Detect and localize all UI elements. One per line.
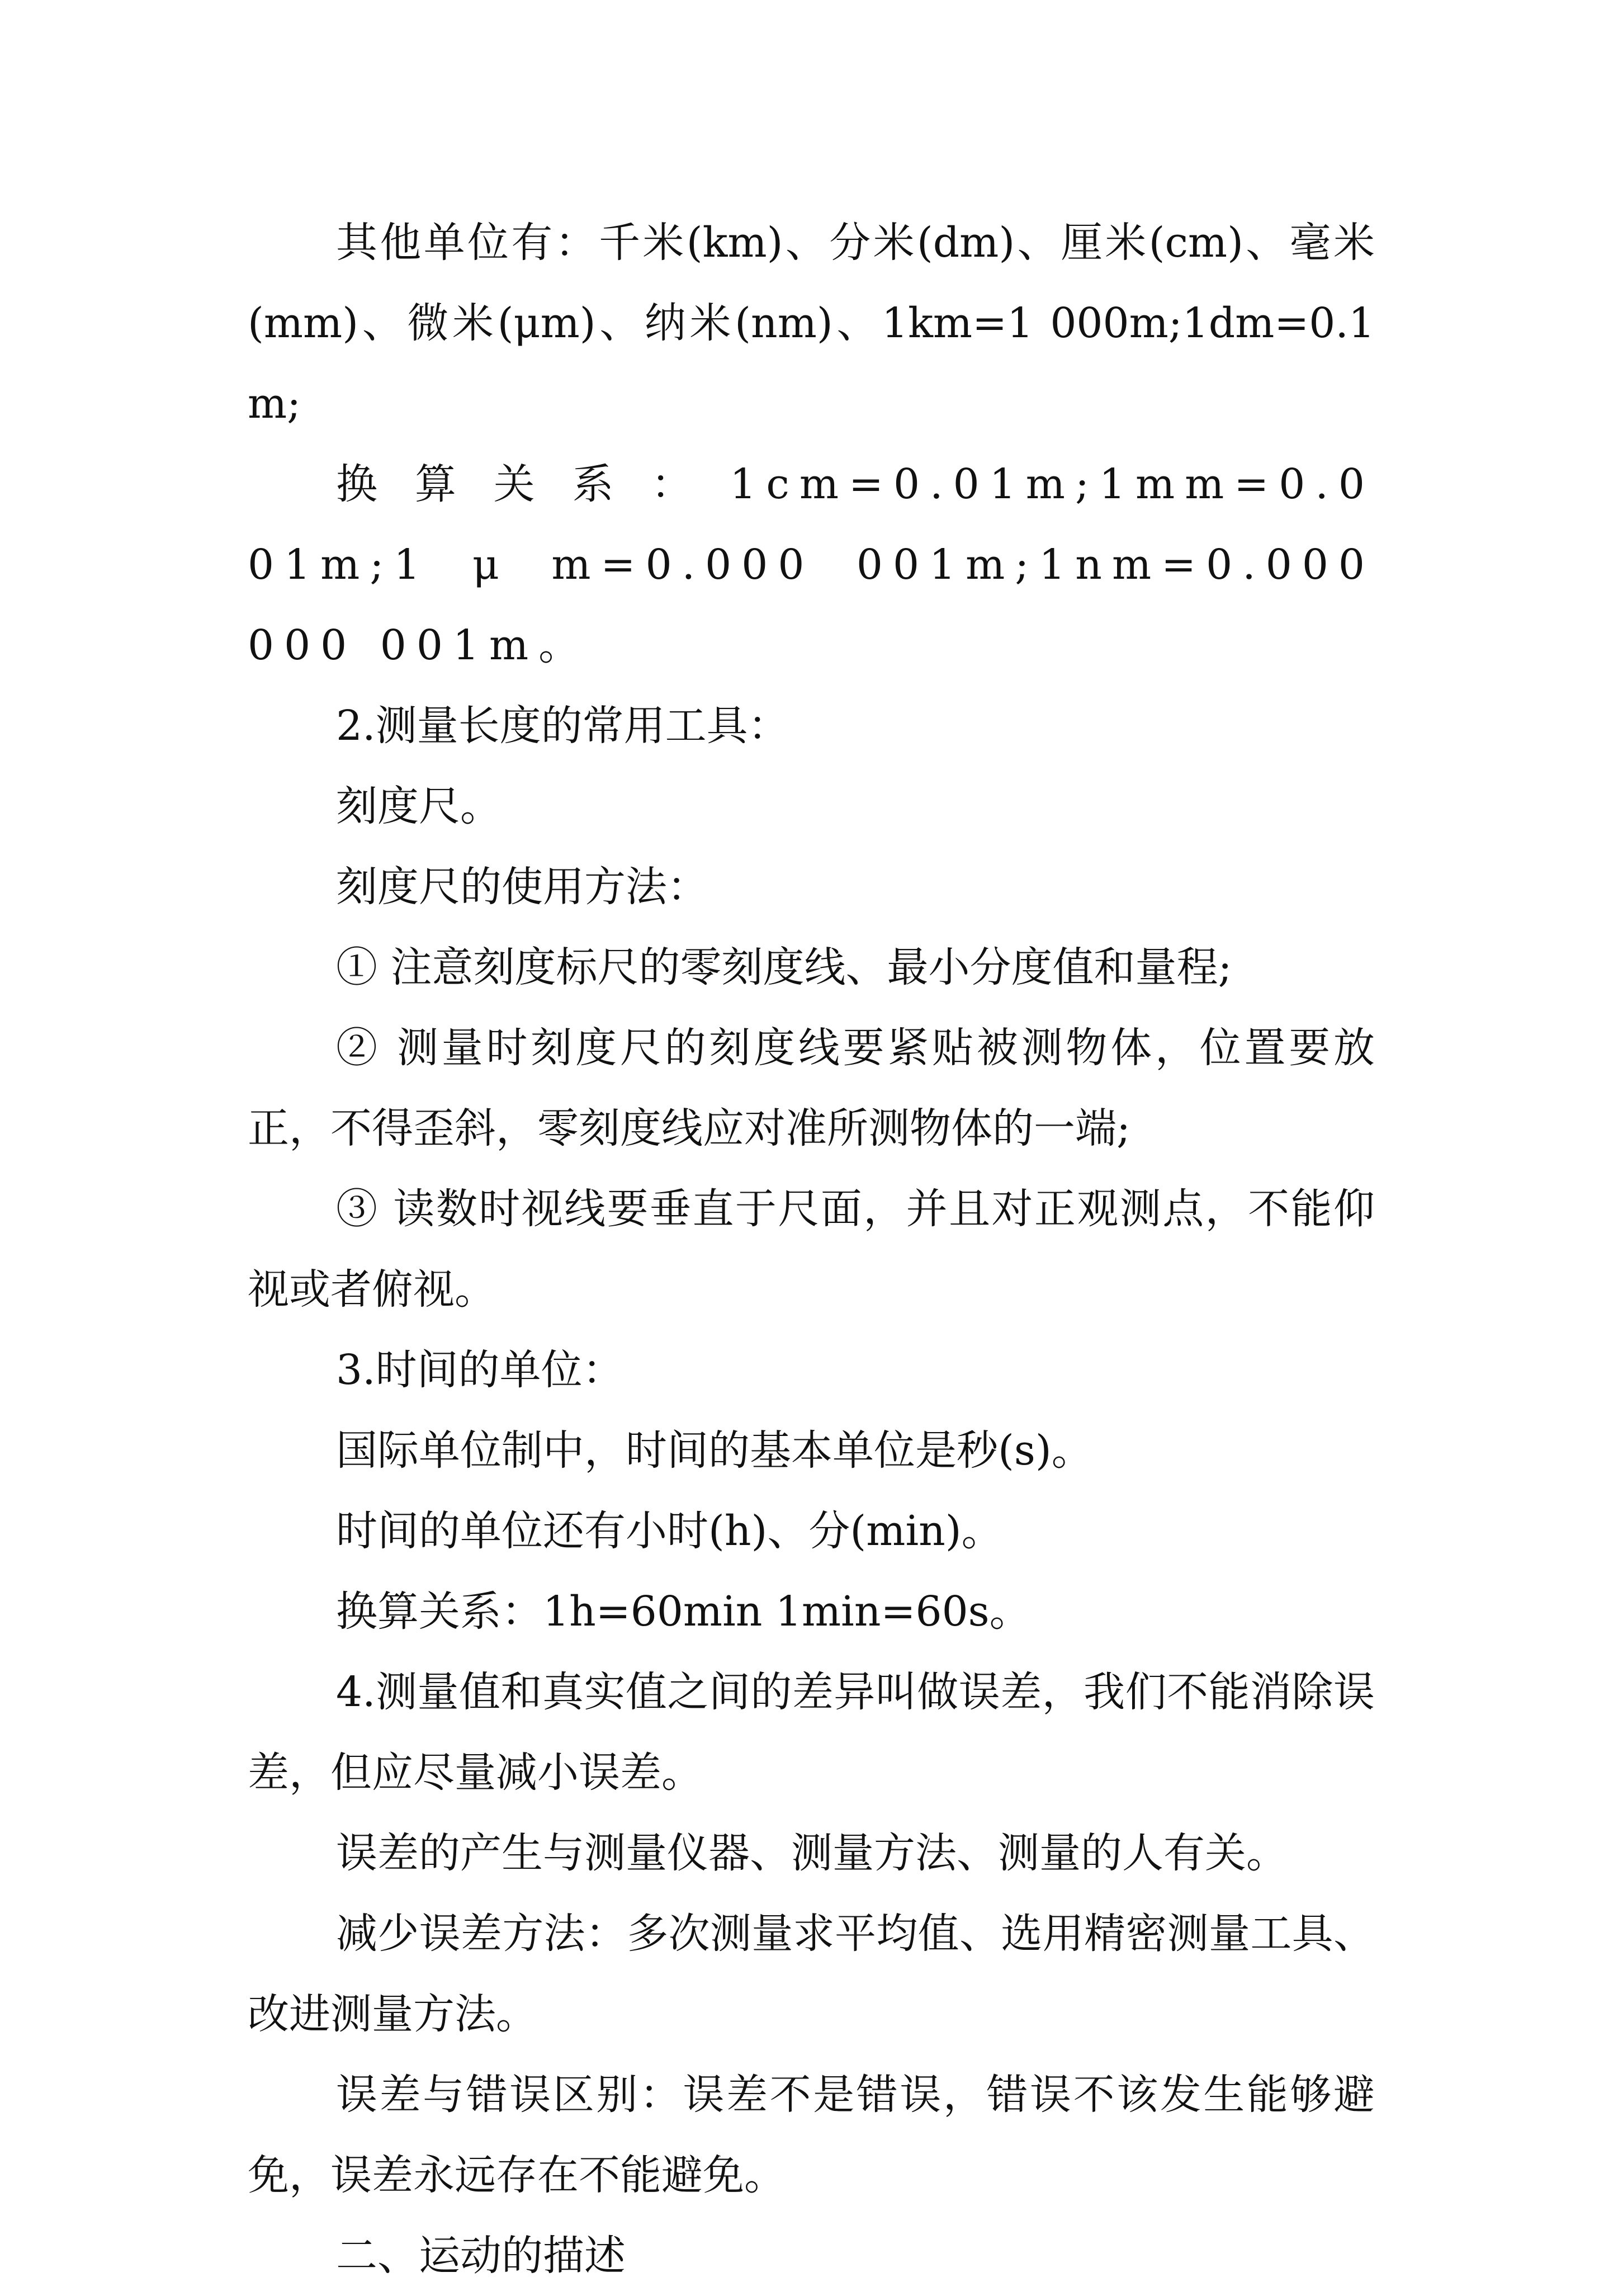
paragraph-error-vs-mistake: 误差与错误区别：误差不是错误，错误不该发生能够避免，误差永远存在不能避免。 — [248, 2071, 1375, 2199]
paragraph-length-units: 其他单位有：千米(km)、分米(dm)、厘米(cm)、毫米(mm)、微米(μm)、纳米(nm)、1km=1 000m;1dm=0.1m; — [248, 219, 1375, 428]
paragraph-ruler: 刻度尺。 — [336, 782, 502, 830]
paragraph-length-conversion: 换 算 关 系 ： 1cm=0.01m;1mm=0.001m;1 μ m=0.000 001m;1nm=0.000 000 001m。 — [248, 460, 1375, 669]
document-body — [248, 202, 1375, 2296]
paragraph-time-base-unit: 国际单位制中，时间的基本单位是秒(s)。 — [336, 1426, 1093, 1475]
heading-ruler-usage: 刻度尺的使用方法： — [336, 863, 708, 911]
heading-length-tools: 2.测量长度的常用工具： — [336, 702, 789, 750]
paragraph-error-reduction: 减少误差方法：多次测量求平均值、选用精密测量工具、改进测量方法。 — [248, 1910, 1375, 2038]
list-item-ruler-2: ② 测量时刻度尺的刻度线要紧贴被测物体，位置要放正，不得歪斜，零刻度线应对准所测物体的一端; — [248, 1024, 1375, 1152]
heading-time-units: 3.时间的单位： — [336, 1346, 624, 1394]
paragraph-time-other-units: 时间的单位还有小时(h)、分(min)。 — [336, 1507, 1003, 1555]
list-item-ruler-1: ① 注意刻度标尺的零刻度线、最小分度值和量程; — [336, 943, 1232, 991]
section-heading-motion: 二、运动的描述 — [336, 2232, 626, 2280]
paragraph-error-definition: 4.测量值和真实值之间的差异叫做误差，我们不能消除误差，但应尽量减小误差。 — [248, 1668, 1375, 1797]
list-item-ruler-3: ③ 读数时视线要垂直于尺面，并且对正观测点，不能仰视或者俯视。 — [248, 1185, 1375, 1314]
paragraph-error-causes: 误差的产生与测量仪器、测量方法、测量的人有关。 — [336, 1829, 1288, 1877]
paragraph-time-conversion: 换算关系：1h=60min 1min=60s。 — [336, 1588, 1031, 1636]
